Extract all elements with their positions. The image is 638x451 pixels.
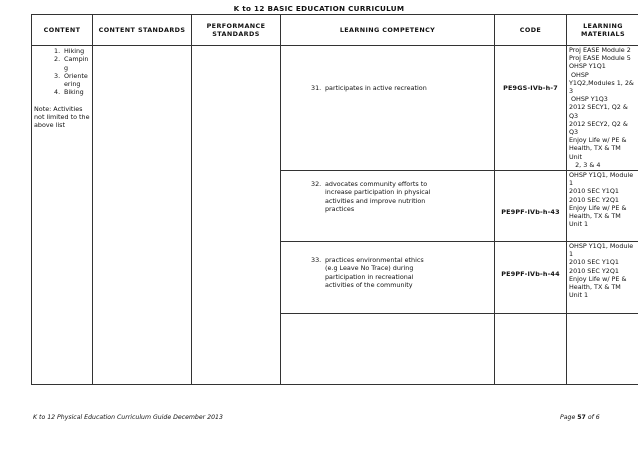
header-performance-standards: PERFORMANCE STANDARDS — [192, 15, 281, 46]
material-line: Health, TX & TM — [569, 212, 621, 221]
material-line: Enjoy Life w/ PE & — [569, 274, 627, 283]
material-line: 2010 SEC Y1Q1 — [569, 258, 619, 267]
materials-cell — [567, 242, 638, 314]
material-line: Unit 1 — [569, 220, 589, 229]
competency-text: advocates community efforts to increase participation in physical activities and improve nutrition practices — [325, 180, 431, 213]
content-cell — [32, 46, 93, 385]
material-line: 3 — [569, 87, 574, 96]
header-content-standards: CONTENT STANDARDS — [93, 15, 192, 46]
materials-list — [569, 242, 638, 299]
code-cell — [495, 314, 567, 385]
materials-list — [569, 46, 638, 169]
materials-cell — [567, 171, 638, 242]
material-line: OHSP Y1Q3 — [569, 95, 608, 104]
header-learning-competency: LEARNING COMPETENCY — [281, 15, 495, 46]
code-cell: PE9PF-IVb-h-43 — [495, 171, 567, 242]
material-line: Enjoy Life w/ PE & — [569, 136, 627, 145]
competency-cell — [281, 171, 495, 242]
competency-cell — [281, 46, 495, 171]
material-line: OHSP Y1Q1, Module — [569, 242, 634, 250]
content-note: Note: Activities not limited to the above list — [34, 104, 90, 130]
material-line: 2012 SECY1, Q2 & — [569, 103, 628, 112]
material-line: OHSP — [569, 70, 589, 79]
materials-cell — [567, 314, 638, 385]
document-title: K to 12 BASIC EDUCATION CURRICULUM — [233, 4, 405, 13]
header-content: CONTENT — [32, 15, 93, 46]
material-line: Q3 — [569, 128, 579, 137]
competency-text: participates in active recreation — [325, 83, 427, 92]
material-line: 2010 SEC Y2Q1 — [569, 266, 619, 275]
material-line: Unit 1 — [569, 291, 589, 300]
material-line: OHSP Y1Q1, Module — [569, 171, 634, 179]
competency-cell — [281, 242, 495, 314]
header-code: CODE — [495, 15, 567, 46]
material-line: 2010 SEC Y1Q1 — [569, 187, 619, 196]
material-line: Enjoy Life w/ PE & — [569, 203, 627, 212]
curriculum-table — [31, 14, 638, 385]
material-line: 2010 SEC Y2Q1 — [569, 195, 619, 204]
list-item: 2. Camping — [54, 55, 89, 72]
material-line: Unit — [569, 152, 583, 161]
material-line: Health, TX & TM — [569, 144, 621, 153]
material-line: 1 — [569, 250, 574, 259]
material-line: Health, TX & TM — [569, 283, 621, 292]
material-line: 2, 3 & 4 — [569, 160, 601, 169]
material-line: Y1Q2,Modules 1, 2& — [569, 78, 634, 87]
materials-cell — [567, 46, 638, 171]
footer-page-number: Page 57 of 6 — [560, 414, 600, 421]
list-item: 3. Orienteering — [54, 71, 88, 89]
material-line: Proj EASE Module 5 — [569, 54, 631, 63]
material-line: 2012 SECY2, Q2 & — [569, 119, 628, 128]
material-line: 1 — [569, 179, 574, 188]
competency-text: practices environmental ethics (e.g Leave No Trace) during participation in recreational activities of the community — [325, 256, 424, 289]
material-line: OHSP Y1Q1 — [569, 62, 606, 71]
code-cell: PE9GS-IVb-h-7 — [495, 46, 567, 171]
list-item: 1. Hiking — [54, 47, 85, 55]
footer-guide-title: K to 12 Physical Education Curriculum Guide December 2013 — [33, 414, 223, 421]
code-cell: PE9PF-IVb-h-44 — [495, 242, 567, 314]
topic-list — [54, 47, 90, 97]
competency-number: 31. — [311, 83, 322, 92]
material-line: Q3 — [569, 111, 579, 120]
competency-number: 32. — [311, 180, 322, 188]
list-item: 4. Biking — [54, 88, 84, 97]
header-row — [32, 15, 638, 46]
material-line: Proj EASE Module 2 — [569, 46, 631, 54]
content-standards-cell — [93, 46, 192, 385]
table-row — [32, 46, 638, 171]
competency-number: 33. — [311, 256, 322, 264]
competency-cell — [281, 314, 495, 385]
header-learning-materials: LEARNING MATERIALS — [567, 15, 638, 46]
materials-list — [569, 171, 638, 228]
performance-standards-cell — [192, 46, 281, 385]
